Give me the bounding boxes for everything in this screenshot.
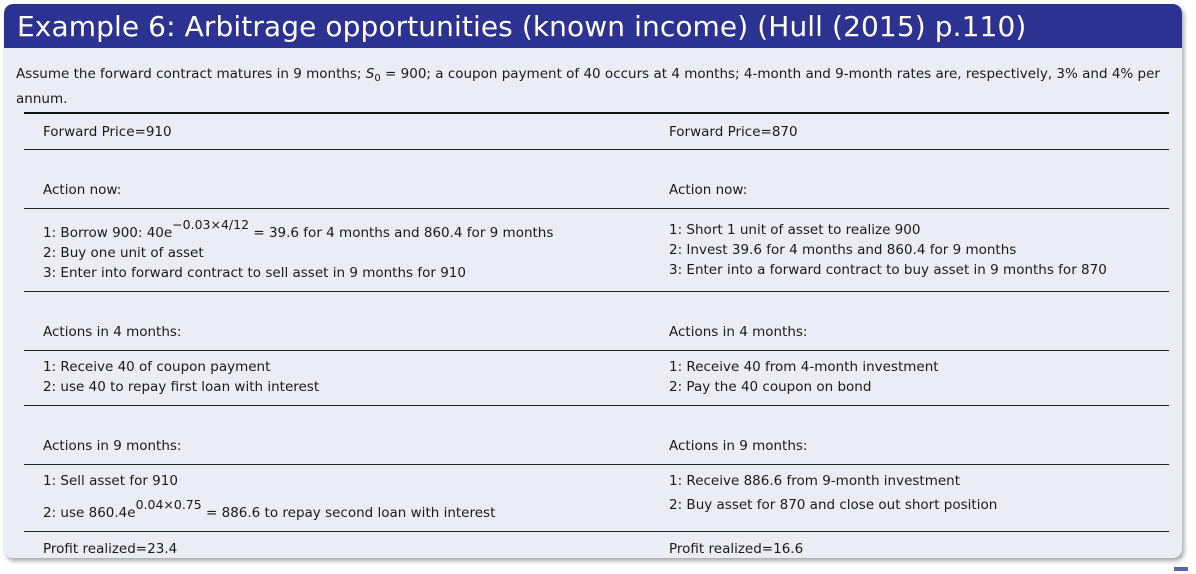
intro-symbol-s: S [365,66,375,82]
table-row-profit [24,532,1169,559]
right-4m-line1: 1: Receive 40 from 4-month investment [669,359,939,375]
table-row-now-actions [24,209,1169,292]
left-4m-label: Actions in 4 months: [24,314,658,351]
table-row-spacer [24,292,1169,315]
left-9m-line2-suffix: = 886.6 to repay second loan with interest [201,505,496,521]
intro-paragraph [16,64,1166,109]
table-row-9m-label [24,428,1169,465]
right-9m-actions [658,465,1169,532]
left-now-line3: 3: Enter into forward contract to sell asset in 9 months for 910 [43,265,466,281]
right-now-line3: 3: Enter into a forward contract to buy asset in 9 months for 870 [669,262,1107,278]
left-now-line1 [43,215,650,243]
table-row-4m-label [24,314,1169,351]
left-4m-line1: 1: Receive 40 of coupon payment [43,359,271,375]
left-now-actions [24,209,658,292]
slide-title: Example 6: Arbitrage opportunities (known income) (Hull (2015) p.110) [17,9,1027,43]
table-row-spacer [24,150,1169,173]
left-9m-line1: 1: Sell asset for 910 [43,473,178,489]
right-4m-label: Actions in 4 months: [658,314,1169,351]
right-profit: Profit realized=16.6 [658,532,1169,559]
left-now-line1-suffix: = 39.6 for 4 months and 860.4 for 9 months [249,225,554,241]
left-now-label: Action now: [24,172,658,209]
right-now-line1: 1: Short 1 unit of asset to realize 900 [669,222,921,238]
right-now-line2: 2: Invest 39.6 for 4 months and 860.4 for 9 months [669,242,1017,258]
left-9m-line2-prefix: 2: use 860.4e [43,505,136,521]
left-now-line1-prefix: 1: Borrow 900: 40e [43,225,173,241]
left-4m-line2: 2: use 40 to repay first loan with interest [43,379,320,395]
slide-footer-mark [1090,564,1192,574]
right-9m-label: Actions in 9 months: [658,428,1169,465]
footer-bar-icon [1174,567,1188,571]
left-9m-actions [24,465,658,532]
right-4m-actions [658,351,1169,406]
left-forward-price: Forward Price=910 [24,113,658,150]
right-9m-line1: 1: Receive 886.6 from 9-month investment [669,473,961,489]
left-profit: Profit realized=23.4 [24,532,658,559]
arbitrage-table [24,112,1169,558]
title-bar [4,4,1182,48]
intro-text-part1: Assume the forward contract matures in 9 months; [16,66,366,82]
right-now-label: Action now: [658,172,1169,209]
intro-text-part2: = 900; a coupon payment of 40 occurs at 4 months; 4-month and 9-month rates are, respectively, 3% and 4% per annum. [16,66,1160,107]
table-row-now-label [24,172,1169,209]
left-4m-actions [24,351,658,406]
left-9m-label: Actions in 9 months: [24,428,658,465]
table-row-9m-actions [24,465,1169,532]
table-row-4m-actions [24,351,1169,406]
left-now-line1-exponent: −0.03×4/12 [172,217,250,232]
left-9m-line2-exponent: 0.04×0.75 [135,497,202,512]
intro-subscript: 0 [374,73,381,84]
table-row-spacer [24,406,1169,429]
right-now-actions [658,209,1169,292]
right-9m-line2: 2: Buy asset for 870 and close out short position [669,497,998,513]
right-4m-line2: 2: Pay the 40 coupon on bond [669,379,872,395]
left-now-line2: 2: Buy one unit of asset [43,245,204,261]
left-9m-line2 [43,491,650,523]
table-row-header [24,113,1169,150]
slide-frame [4,4,1182,558]
right-forward-price: Forward Price=870 [658,113,1169,150]
